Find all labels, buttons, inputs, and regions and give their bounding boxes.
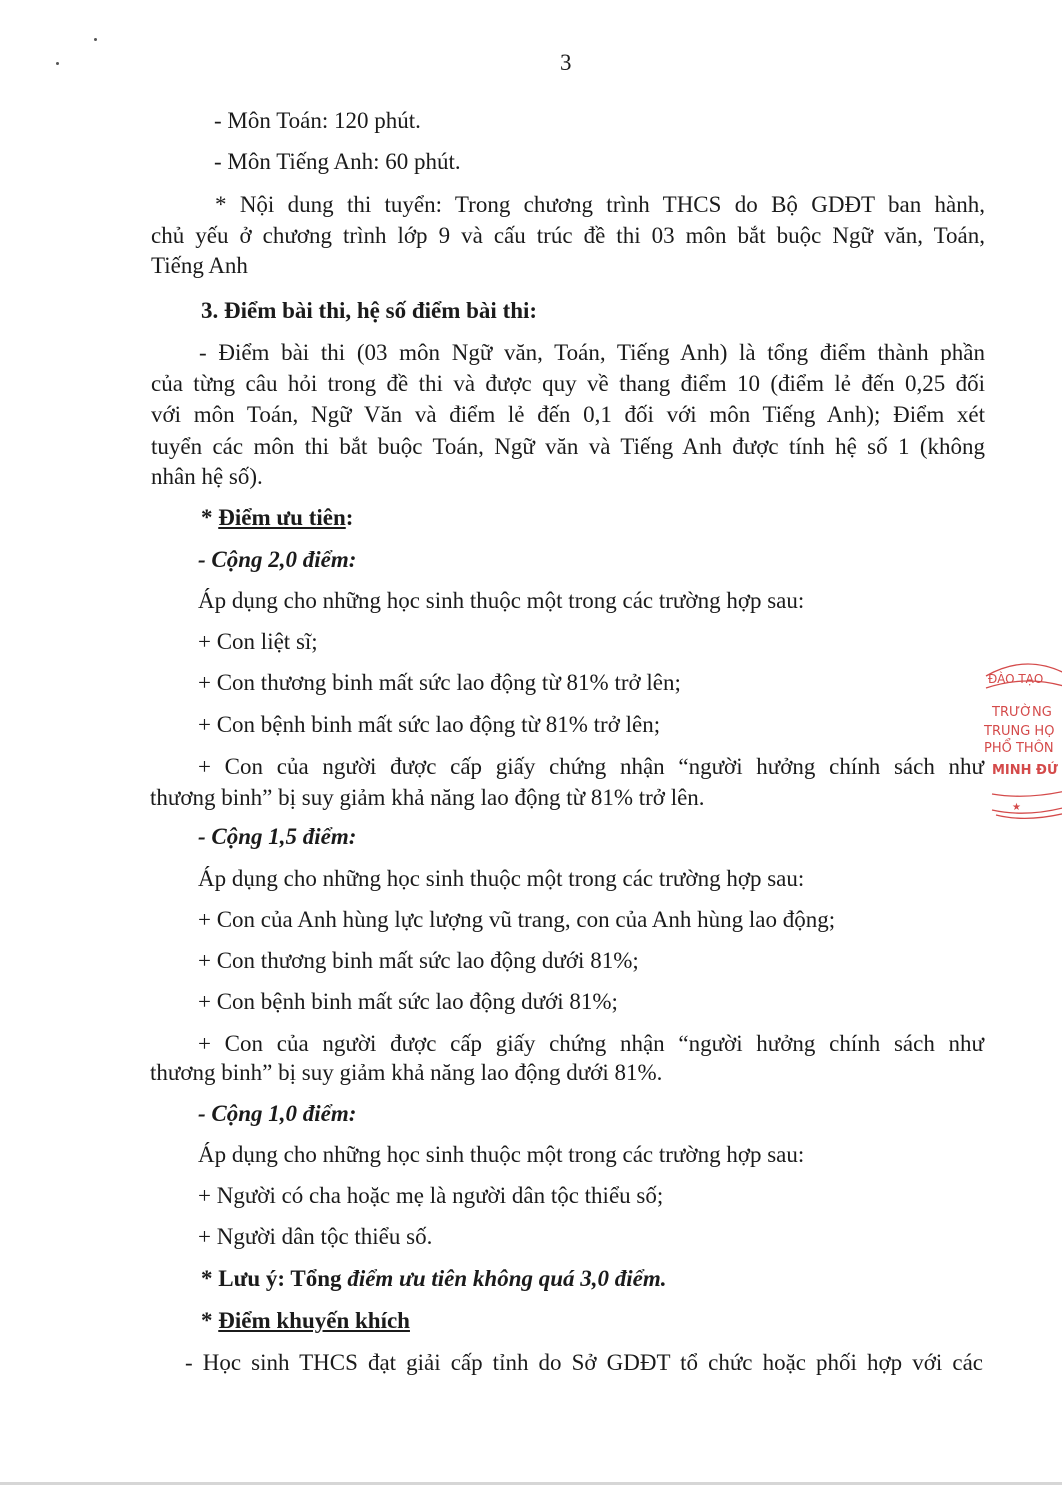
list-item-continuation: thương binh” bị suy giảm khả năng lao động dưới 81%. [150,1060,663,1085]
stamp-text-name: MINH ĐỨ [992,763,1058,778]
scores-paragraph-line: - Điểm bài thi (03 môn Ngữ văn, Toán, Tiếng Anh) là tổng điểm thành phần [199,340,985,365]
school-seal-stamp [978,650,1062,830]
list-item: + Con thương binh mất sức lao động từ 81% trở lên; [198,670,681,695]
encouragement-points-heading: * Điểm khuyến khích [201,1308,410,1333]
exam-content-line: * Nội dung thi tuyển: Trong chương trình THCS do Bộ GDĐT ban hành, [215,192,985,217]
list-item: + Con của Anh hùng lực lượng vũ trang, con của Anh hùng lao động; [198,907,836,932]
scores-paragraph-line: với môn Toán, Ngữ Văn và điểm lẻ đến 0,1 đối với môn Tiếng Anh); Điểm xét [151,402,985,427]
exam-content-line: chủ yếu ở chương trình lớp 9 và cấu trúc đề thi 03 môn bắt buộc Ngữ văn, Toán, [151,223,985,248]
list-item: + Con bệnh binh mất sức lao động từ 81% trở lên; [198,712,661,737]
section-heading-scores: 3. Điểm bài thi, hệ số điểm bài thi: [201,298,538,323]
scan-speck [56,62,59,65]
scores-paragraph-line: của từng câu hỏi trong đề thi và được quy về thang điểm 10 (điểm lẻ đến 0,25 đối [151,371,985,396]
stamp-text: TRUNG HỌ [984,724,1055,739]
scores-paragraph-line: tuyển các môn thi bắt buộc Toán, Ngữ văn và Tiếng Anh được tính hệ số 1 (không [151,434,985,459]
apply-to-line: Áp dụng cho những học sinh thuộc một trong các trường hợp sau: [198,588,805,613]
list-item: + Con thương binh mất sức lao động dưới 81%; [198,948,639,973]
page-number: 3 [560,50,572,75]
priority-note: * Lưu ý: Tổng điểm ưu tiên không quá 3,0 điểm. [201,1266,667,1291]
exam-duration-math: - Môn Toán: 120 phút. [214,108,421,133]
stamp-star-icon: ★ [1012,802,1021,813]
bonus-1-5-heading: - Cộng 1,5 điểm: [198,824,357,849]
exam-content-line: Tiếng Anh [151,253,248,278]
stamp-text: PHỔ THÔN [984,741,1054,756]
stamp-text-top: ĐÀO TẠO [988,672,1044,686]
scan-speck [94,38,97,41]
page-bottom-edge [0,1482,1062,1485]
scores-paragraph-line: nhân hệ số). [151,464,263,489]
stamp-text: TRƯỜNG [992,705,1052,720]
list-item: + Con của người được cấp giấy chứng nhận “người hưởng chính sách như [198,754,984,779]
bonus-1-0-heading: - Cộng 1,0 điểm: [198,1101,357,1126]
encouragement-paragraph-line: - Học sinh THCS đạt giải cấp tỉnh do Sở GDĐT tổ chức hoặc phối hợp với các [185,1350,983,1375]
list-item: + Con bệnh binh mất sức lao động dưới 81%; [198,989,618,1014]
bonus-2-heading: - Cộng 2,0 điểm: [198,547,357,572]
apply-to-line: Áp dụng cho những học sinh thuộc một trong các trường hợp sau: [198,866,805,891]
list-item: + Con liệt sĩ; [198,629,318,654]
list-item-continuation: thương binh” bị suy giảm khả năng lao động từ 81% trở lên. [150,785,705,810]
list-item: + Người dân tộc thiểu số. [198,1224,433,1249]
list-item: + Con của người được cấp giấy chứng nhận “người hưởng chính sách như [198,1031,984,1056]
priority-points-heading: * Điểm ưu tiên: [201,505,354,530]
exam-duration-english: - Môn Tiếng Anh: 60 phút. [214,149,461,174]
apply-to-line: Áp dụng cho những học sinh thuộc một trong các trường hợp sau: [198,1142,805,1167]
list-item: + Người có cha hoặc mẹ là người dân tộc thiểu số; [198,1183,664,1208]
